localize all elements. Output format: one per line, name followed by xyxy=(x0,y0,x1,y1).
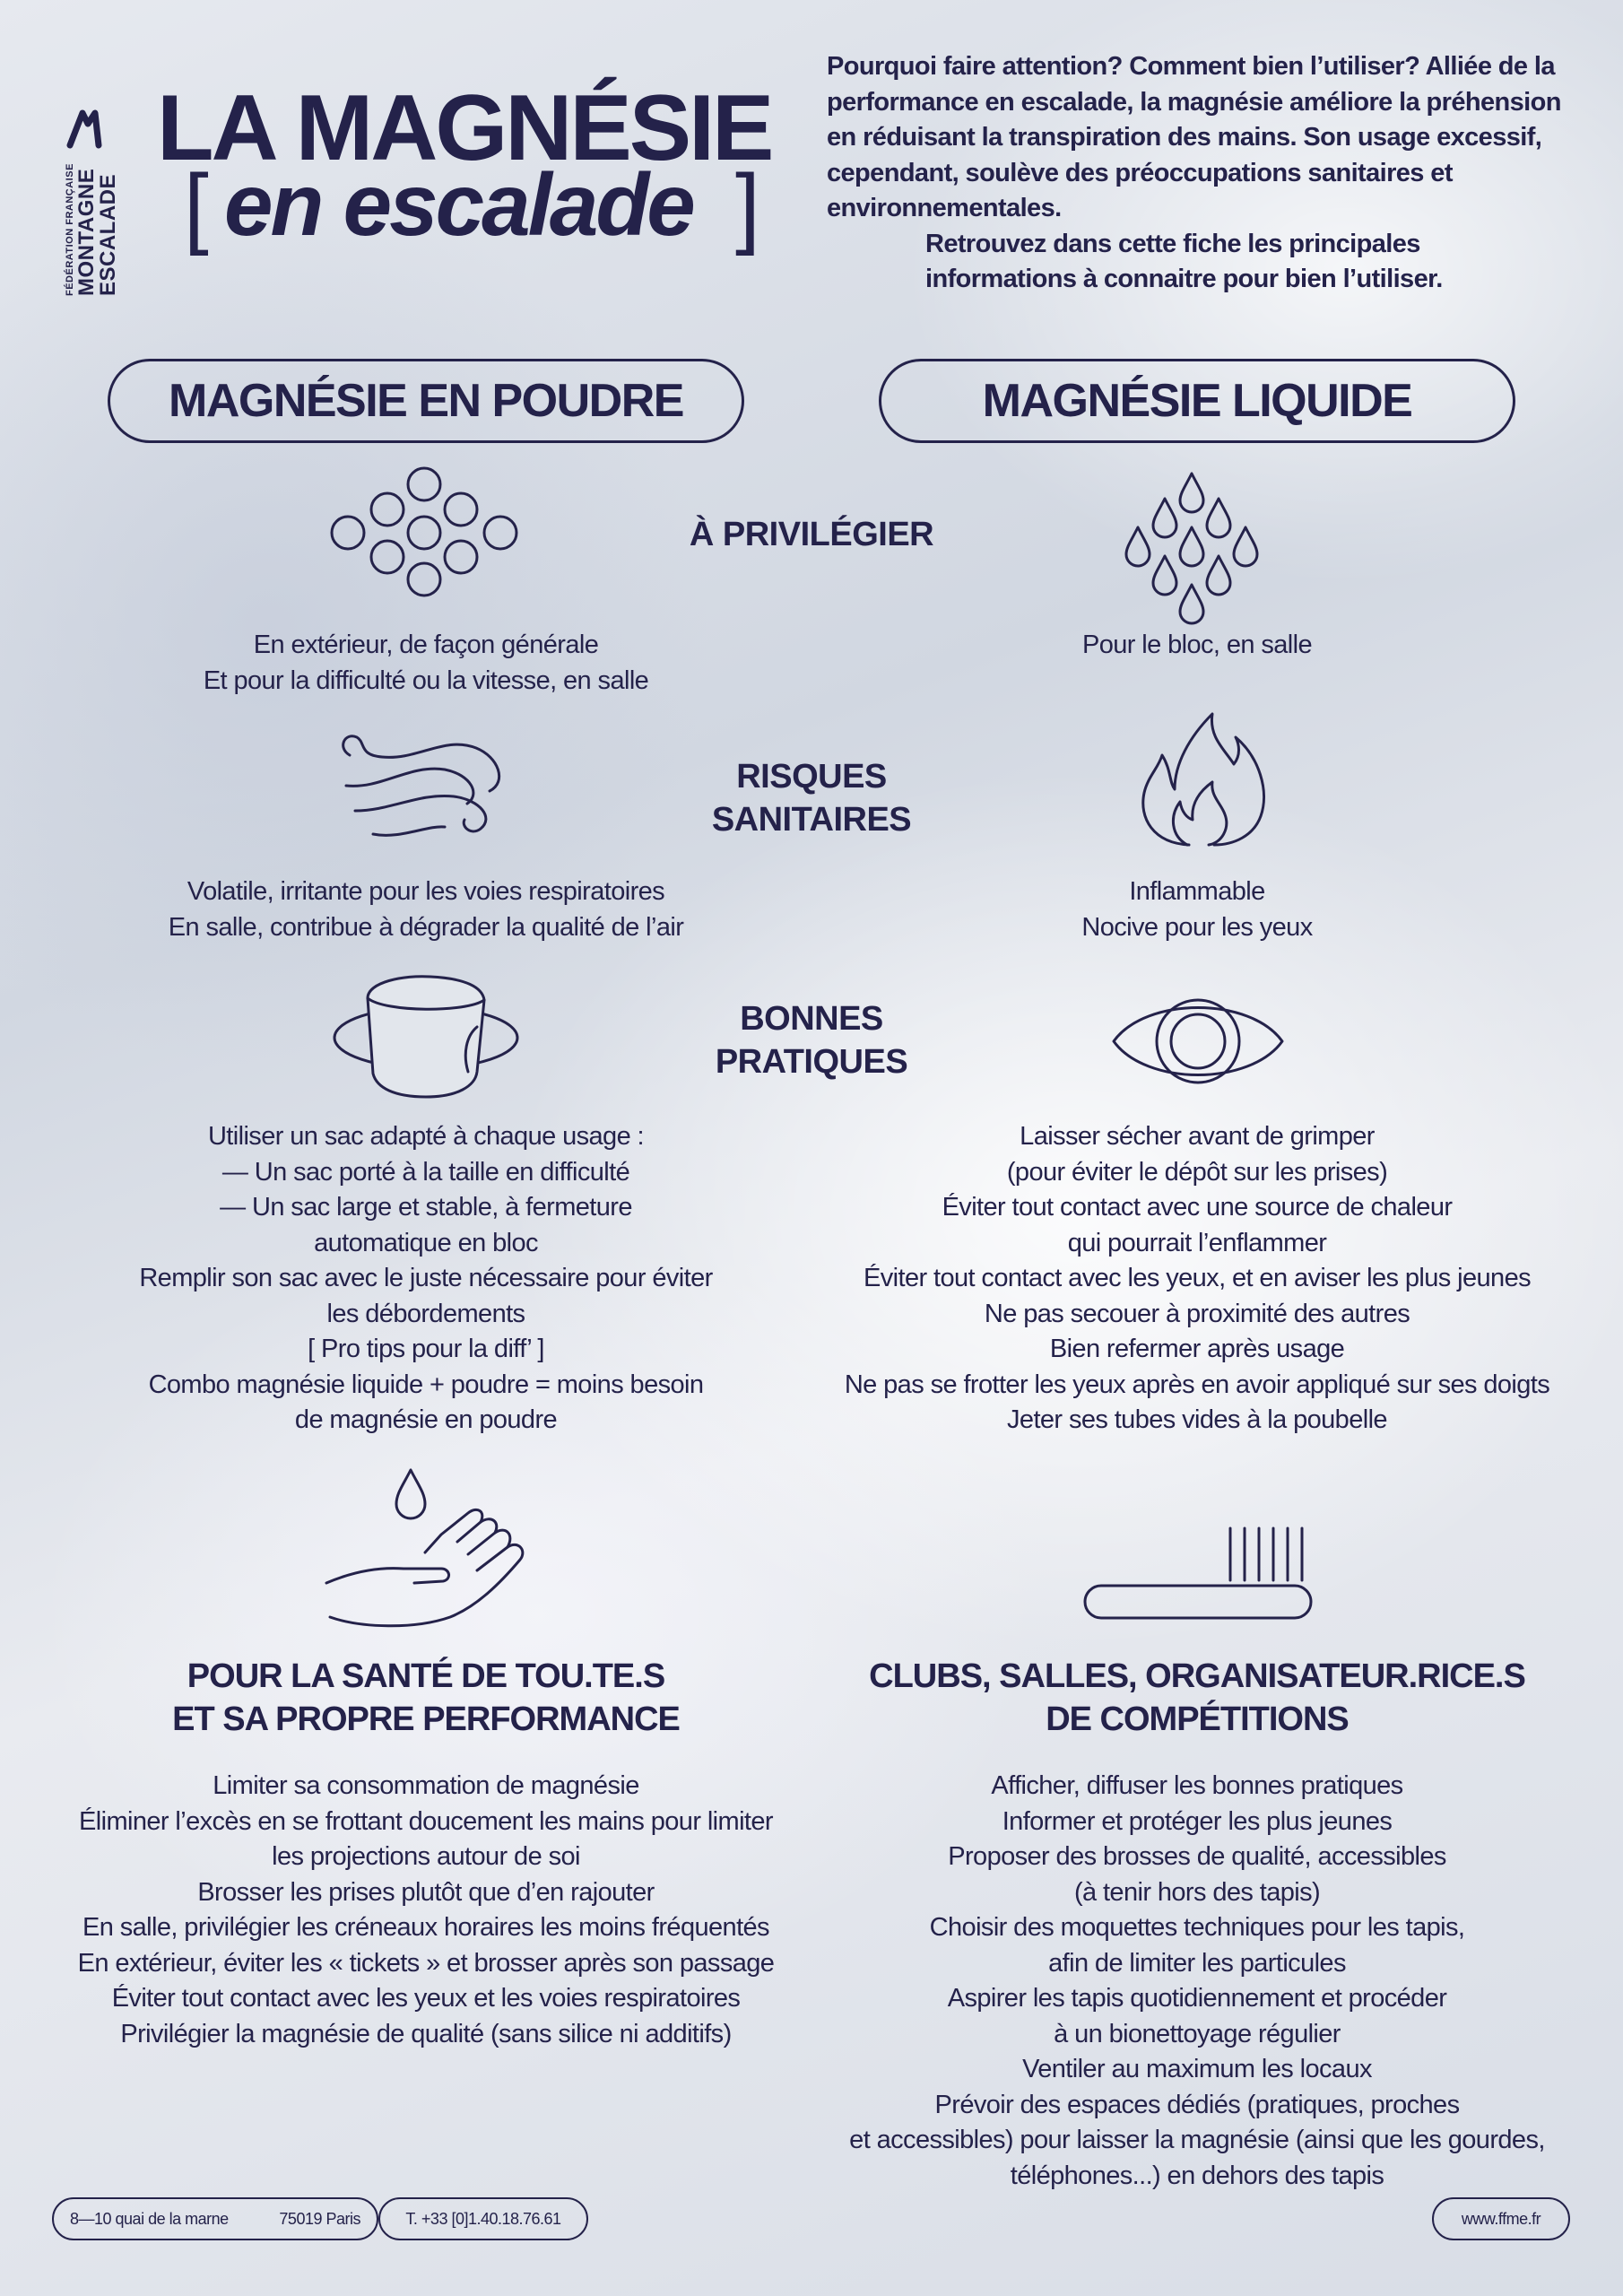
footer-website-link[interactable]: www.ffme.fr xyxy=(1432,2197,1570,2240)
text-line: Pour le bloc, en salle xyxy=(1081,631,1312,659)
text-line: téléphones...) en dehors des tapis xyxy=(1010,2161,1384,2190)
text-line: Éviter tout contact avec une source de chaleur xyxy=(942,1193,1453,1222)
brush-icon xyxy=(1083,1525,1313,1622)
text-line: En salle, privilégier les créneaux horaires les moins fréquentés xyxy=(82,1913,769,1942)
footer-address xyxy=(52,2197,378,2240)
text-line: En salle, contribue à dégrader la qualité de l’air xyxy=(168,912,684,942)
heading-line: ET SA PROPRE PERFORMANCE xyxy=(172,1700,680,1738)
section-label-privilegier: À PRIVILÉGIER xyxy=(689,516,934,553)
text-line: Prévoir des espaces dédiés (pratiques, proches xyxy=(934,2090,1460,2119)
bottom-heading-health xyxy=(54,1655,798,1741)
text-line: Afficher, diffuser les bonnes pratiques xyxy=(991,1771,1403,1800)
ffme-logo xyxy=(65,54,127,296)
text-line: En extérieur, de façon générale xyxy=(253,631,599,659)
text-line: Ne pas se frotter les yeux après en avoir appliqué sur ses doigts xyxy=(844,1370,1550,1399)
section-label-pratiques xyxy=(628,997,995,1083)
text-line: les projections autour de soi xyxy=(272,1842,580,1871)
text-line: Limiter sa consommation de magnésie xyxy=(213,1771,639,1800)
text-line: (à tenir hors des tapis) xyxy=(1073,1877,1321,1907)
text-line: (pour éviter le dépôt sur les prises) xyxy=(1006,1157,1388,1187)
text-line: — Un sac porté à la taille en difficulté xyxy=(221,1157,630,1187)
intro-paragraph-1: Pourquoi faire attention? Comment bien l’utiliser? Alliée de la performance en escalade, la magnésie améliore la préhension en réduisant la transpiration des mains. Son usage excessif, cependant, soulève des préoccupations sanitaires et environnementales. xyxy=(827,52,1561,222)
logo-escalade-text: ESCALADE xyxy=(96,173,120,296)
section-label-line: BONNES xyxy=(740,1000,883,1038)
intro-paragraph-2: Retrouvez dans cette fiche les principales informations à connaitre pour bien l’utiliser. xyxy=(925,229,1443,293)
text-line: Éviter tout contact avec les yeux et les voies respiratoires xyxy=(111,1984,741,2013)
text-line: Brosser les prises plutôt que d’en rajouter xyxy=(197,1877,655,1907)
text-line: les débordements xyxy=(326,1299,525,1328)
risques-powder-text xyxy=(72,874,780,945)
title-bracket-close: ] xyxy=(735,156,760,257)
column-title-liquid: MAGNÉSIE LIQUIDE xyxy=(879,359,1515,443)
hand-drop-icon xyxy=(325,1466,527,1631)
column-title-powder: MAGNÉSIE EN POUDRE xyxy=(108,359,744,443)
text-line: Ventiler au maximum les locaux xyxy=(1022,2055,1372,2083)
risques-liquid-text xyxy=(825,874,1569,945)
liquid-drops-icon xyxy=(1124,470,1259,624)
text-line: Bien refermer après usage xyxy=(1049,1335,1345,1363)
text-line: Laisser sécher avant de grimper xyxy=(1020,1122,1375,1151)
pratiques-powder-text xyxy=(72,1119,780,1439)
footer-street: 8—10 quai de la marne xyxy=(70,2209,229,2228)
text-line: automatique en bloc xyxy=(314,1228,538,1257)
text-line: à un bionettoyage régulier xyxy=(1054,2019,1341,2048)
wind-icon xyxy=(328,728,520,847)
section-label-risques xyxy=(628,755,995,841)
text-line: — Un sac large et stable, à fermeture xyxy=(220,1193,632,1222)
heading-line: POUR LA SANTÉ DE TOU.TE.S xyxy=(187,1657,665,1695)
chalk-bag-icon xyxy=(332,973,520,1099)
logo-montagne-text: MONTAGNE xyxy=(74,168,99,296)
text-line: afin de limiter les particules xyxy=(1048,1948,1346,1978)
text-line: Utiliser un sac adapté à chaque usage : xyxy=(207,1122,645,1151)
clubs-text xyxy=(825,1769,1569,2194)
title-bracket-open: [ xyxy=(184,156,209,257)
health-text xyxy=(54,1769,798,2052)
text-line: Informer et protéger les plus jeunes xyxy=(1002,1806,1393,1836)
privilegier-powder-text xyxy=(72,628,780,699)
footer-phone: T. +33 [0]1.40.18.76.61 xyxy=(378,2197,588,2240)
text-line: Privilégier la magnésie de qualité (sans silice ni additifs) xyxy=(120,2019,732,2048)
pratiques-liquid-text xyxy=(825,1119,1569,1439)
section-label-line: PRATIQUES xyxy=(715,1043,908,1081)
text-line: [ Pro tips pour la diff’ ] xyxy=(308,1335,544,1363)
text-line: Et pour la difficulté ou la vitesse, en salle xyxy=(203,665,649,695)
footer-city: 75019 Paris xyxy=(279,2209,360,2228)
logo-federation-text: FÉDÉRATION FRANÇAISE xyxy=(65,163,75,296)
bottom-heading-clubs xyxy=(825,1655,1569,1741)
text-line: Inflammable xyxy=(1129,877,1265,906)
text-line: Remplir son sac avec le juste nécessaire pour éviter xyxy=(139,1264,713,1292)
text-line: Choisir des moquettes techniques pour les tapis, xyxy=(929,1913,1465,1942)
text-line: En extérieur, éviter les « tickets » et brosser après son passage xyxy=(77,1948,775,1978)
page-title: LA MAGNÉSIE xyxy=(157,76,772,180)
text-line: Proposer des brosses de qualité, accessibles xyxy=(948,1842,1446,1871)
text-line: Nocive pour les yeux xyxy=(1081,912,1313,942)
section-label-line: SANITAIRES xyxy=(711,801,912,839)
powder-grains-icon xyxy=(328,465,520,599)
text-line: Ne pas secouer à proximité des autres xyxy=(984,1299,1410,1328)
text-line: qui pourrait l’enflammer xyxy=(1067,1228,1327,1257)
text-line: Éliminer l’excès en se frottant doucement les mains pour limiter xyxy=(79,1806,773,1836)
text-line: Volatile, irritante pour les voies respiratoires xyxy=(187,877,665,906)
privilegier-liquid-text xyxy=(825,628,1569,664)
page-subtitle: en escalade xyxy=(224,155,693,254)
text-line: de magnésie en poudre xyxy=(294,1405,558,1434)
flame-icon xyxy=(1135,710,1270,850)
text-line: Combo magnésie liquide + poudre = moins besoin xyxy=(148,1370,704,1399)
text-line: Jeter ses tubes vides à la poubelle xyxy=(1007,1405,1387,1434)
eye-icon xyxy=(1110,991,1286,1091)
text-line: Aspirer les tapis quotidiennement et procéder xyxy=(947,1984,1447,2013)
heading-line: DE COMPÉTITIONS xyxy=(1046,1700,1349,1738)
intro-text xyxy=(827,49,1575,298)
heading-line: CLUBS, SALLES, ORGANISATEUR.RICE.S xyxy=(869,1657,1525,1695)
section-label-line: RISQUES xyxy=(736,758,887,796)
text-line: Éviter tout contact avec les yeux, et en aviser les plus jeunes xyxy=(864,1264,1531,1292)
text-line: et accessibles) pour laisser la magnésie (ainsi que les gourdes, xyxy=(849,2126,1545,2154)
